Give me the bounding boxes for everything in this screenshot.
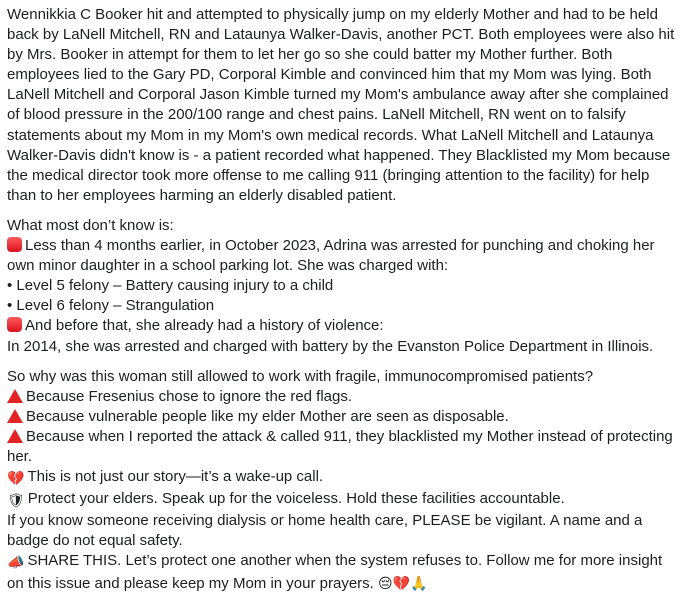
red-triangle-icon — [7, 389, 23, 403]
text-line: LaNell Mitchell and Corporal Jason Kimble turned my Mom's ambulance away after she complained — [7, 86, 669, 104]
bullet-item: • Level 5 felony – Battery causing injury to a child — [7, 277, 334, 295]
list-item — [7, 387, 679, 407]
list-item — [7, 407, 679, 427]
item-text: SHARE THIS. Let’s protect one another when the system refuses to. Follow me for more insight — [27, 552, 663, 570]
item-text: on this issue and please keep my Mom in your prayers. — [7, 574, 374, 592]
text-line: In 2014, she was arrested and charged with battery by the Evanston Police Department in Illinois. — [7, 337, 654, 355]
text-line: Wennikkia C Booker hit and attempted to physically jump on my elderly Mother and had to be held — [7, 6, 658, 23]
text-line: badge do not equal safety. — [7, 532, 183, 550]
megaphone-icon: 📣 — [7, 555, 25, 572]
item-text: Because vulnerable people like my elder Mother are seen as disposable. — [26, 407, 509, 425]
red-square-icon — [7, 237, 22, 252]
text-line: her. — [7, 447, 33, 465]
list-item — [7, 427, 679, 447]
broken-heart-icon: 💔 — [7, 471, 25, 488]
red-triangle-icon — [7, 409, 23, 423]
item-text: Because Fresenius chose to ignore the red flags. — [26, 387, 353, 405]
text-line: If you know someone receiving dialysis or home health care, PLEASE be vigilant. A name and a — [7, 512, 643, 530]
red-triangle-icon — [7, 429, 23, 443]
text-line: back by LaNell Mitchell, RN and Lataunya Walker-Davis, another PCT. Both employees were also hit — [7, 26, 675, 44]
list-item — [7, 236, 679, 256]
bullet-item: • Level 6 felony – Strangulation — [7, 297, 215, 315]
item-text: Because when I reported the attack & called 911, they blacklisted my Mother instead of protecting — [26, 427, 673, 445]
text-line: than to her employees harming an elderly disabled patient. — [7, 186, 397, 204]
text-line — [7, 574, 679, 594]
text-line: Walker-Davis didn't know is - a patient recorded what happened. They Blacklisted my Mom because — [7, 146, 671, 164]
section-heading: What most don’t know is: — [7, 216, 174, 234]
text-line: employees lied to the Gary PD, Corporal Kimble and convinced him that my Mom was lying. Both — [7, 66, 652, 84]
red-square-icon — [7, 317, 22, 332]
paragraph-history — [7, 216, 679, 357]
item-text: And before that, she already had a history of violence: — [25, 317, 384, 335]
text-line: own minor daughter in a school parking lot. She was charged with: — [7, 257, 449, 275]
list-item — [7, 551, 679, 573]
list-item — [7, 467, 679, 489]
item-text: This is not just our story—it’s a wake-up call. — [27, 468, 324, 486]
item-text: Protect your elders. Speak up for the voiceless. Hold these facilities accountable. — [27, 490, 565, 508]
paragraph-call-to-action — [7, 367, 679, 594]
shield-icon: 🛡 — [7, 493, 25, 510]
text-line: statements about my Mom in my Mom's own medical records. What LaNell Mitchell and Lataunya — [7, 126, 654, 144]
text-line: of blood pressure in the 200/100 range and chest pains. LaNell Mitchell, RN went on to falsify — [7, 106, 626, 124]
list-item — [7, 316, 679, 336]
closing-emojis-icon: 😔💔🙏 — [378, 575, 428, 592]
item-text: Less than 4 months earlier, in October 2023, Adrina was arrested for punching and choking her — [25, 237, 655, 255]
paragraph-incident — [7, 5, 679, 206]
text-line: by Mrs. Booker in attempt for them to let her go so she could batter my Mother further. Both — [7, 46, 613, 64]
question-text: So why was this woman still allowed to work with fragile, immunocompromised patients? — [7, 367, 594, 385]
text-line: the medical director took more offense to me calling 911 (bringing attention to the facility) for help — [7, 166, 650, 184]
list-item — [7, 489, 679, 511]
